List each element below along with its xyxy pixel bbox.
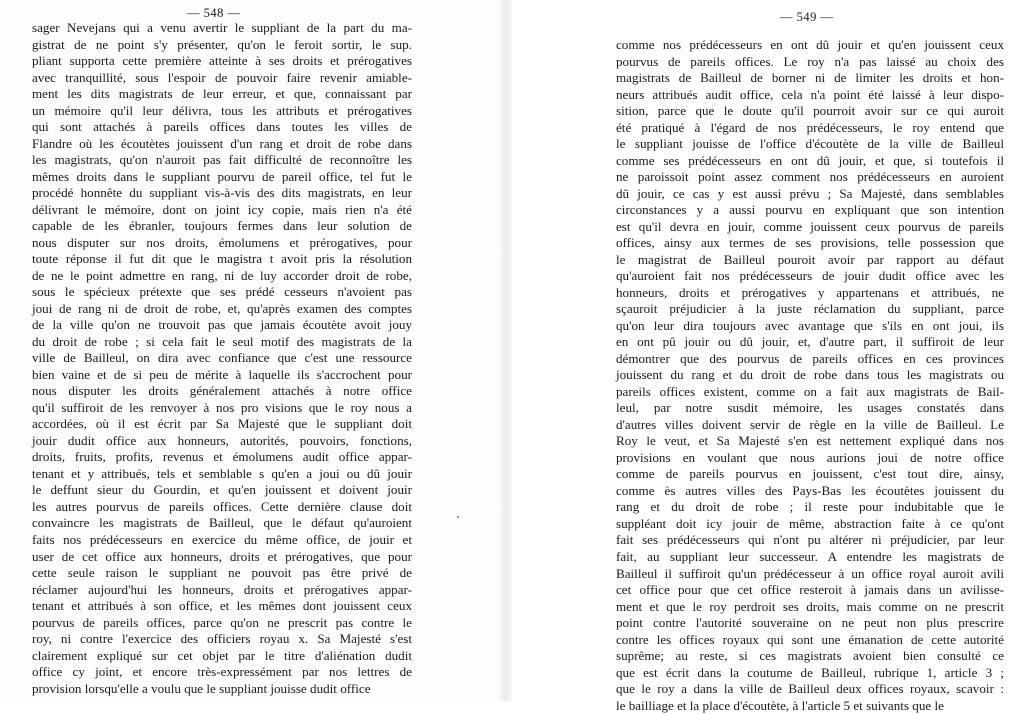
text-line: le bailliage et la place d'écoutète, à l'article 5 et suivants que le bbox=[616, 697, 944, 713]
text-line: suprême; au reste, si ces magistrats avoient bien consulté ce bbox=[616, 648, 1004, 664]
text-line: leul, par notre susdit mémoire, les usages constatés dans bbox=[616, 400, 1004, 416]
text-line: dû jouir, ce cas y est aussi prévu ; Sa Majesté, dans semblables bbox=[616, 185, 1004, 201]
text-line: ment les dits magistrats de leur erreur, et que, connaissant par bbox=[32, 86, 412, 102]
text-line: convaincre les magistrats de Bailleul, que le défaut qu'auroient bbox=[32, 515, 412, 531]
text-line: roy, ni contre l'exercice des officiers royau x. Sa Majesté s'est bbox=[32, 631, 412, 647]
text-line: qu'auroient fait nos prédécesseurs de jouir dudit office avec les bbox=[616, 268, 1004, 284]
text-line: d'autres villes doivent servir de règle en la ville de Bailleul. Le bbox=[616, 416, 1004, 432]
text-line: cette seule raison le suppliant ne pouvoit pas être privé de bbox=[32, 565, 412, 581]
text-line: honneurs, droits et prérogatives y appartenans et attribués, ne bbox=[616, 284, 1004, 300]
text-line: été pratiqué à l'égard de nos prédécesseurs, le roy entend que bbox=[616, 119, 1004, 135]
text-line: le suppliant jouisse de l'office d'écoutète de la ville de Bailleul bbox=[616, 136, 1004, 152]
text-line: de ne le point admettre en rang, ni de luy accorder droit de robe, bbox=[32, 267, 412, 283]
text-line: provisions en voulant que nous aurions joui de notre office bbox=[616, 449, 1004, 465]
text-line: point contre l'autorité souveraine on ne peut non plus prescrire bbox=[616, 615, 1004, 631]
text-line: comme ès autres villes des Pays-Bas les écoutètes jouissent du bbox=[616, 482, 1004, 498]
text-line: Bailleul il suffiroit qu'un prédécesseur à un office royal auroit avili bbox=[616, 565, 1004, 581]
text-line: délivrant le mémoire, dont on joint icy copie, mais rien n'a été bbox=[32, 201, 412, 217]
text-line: rang et du droit de robe ; il reste pour indubitable que le bbox=[616, 499, 1004, 515]
text-line: pareils offices existent, comme on a fait aux magistrats de Bail- bbox=[616, 383, 1004, 399]
text-line: qu'il suffiroit de les renvoyer à nos pro visions que le roy nous a bbox=[32, 399, 412, 415]
text-line: joui de rang ni de droit de robe, et, qu'après examen des comptes bbox=[32, 300, 412, 316]
text-line: magistrats de Bailleul de borner ni de limiter les droits et hon- bbox=[616, 70, 1004, 86]
text-line: ville de Bailleul, on dira avec confiance que c'est une ressource bbox=[32, 350, 412, 366]
text-line: clairement expliqué sur cet objet par le titre d'aliénation dudit bbox=[32, 647, 412, 663]
text-line: fait ses prédécesseurs qui n'ont pu altérer ni préjudicier, par leur bbox=[616, 532, 1004, 548]
text-line: les autres pourvus de pareils offices. Cette dernière clause doit bbox=[32, 498, 412, 514]
text-line: qu'on leur dira toujours avec avantage que s'ils en ont joui, ils bbox=[616, 317, 1004, 333]
text-line: un mémoire qu'il leur délivra, tous les attributs et prérogatives bbox=[32, 102, 412, 118]
text-line: accordées, où il est écrit par Sa Majesté que le suppliant doit bbox=[32, 416, 412, 432]
text-line: pourvus de pareils offices, parce qu'on ne prescrit pas contre le bbox=[32, 614, 412, 630]
text-line: neurs attribués audit office, cela n'a point été laissé à leur dispo- bbox=[616, 86, 1004, 102]
text-line: les magistrats, qu'on n'auroit pas fait difficulté de reconnoître les bbox=[32, 152, 412, 168]
text-line: démontrer que des pourvus de pareils offices en ces provinces bbox=[616, 350, 1004, 366]
text-line: user de cet office aux honneurs, droits et prérogatives, que pour bbox=[32, 548, 412, 564]
text-line: faits nos prédécesseurs en exercice du même office, de jouir et bbox=[32, 531, 412, 547]
text-line: Flandre où les écoutètes jouissent d'un rang et droit de robe dans bbox=[32, 135, 412, 151]
text-line: de la ville qu'on ne trouvoit pas que jamais écoutète avoit jouy bbox=[32, 317, 412, 333]
text-line: que le roy a dans la ville de Bailleul deux offices royaux, scavoir : bbox=[616, 681, 1004, 697]
text-line: ne paroissoit point assez comment nos prédécesseurs en auroient bbox=[616, 169, 1004, 185]
text-line: tenant et y attribués, tels et semblable s qu'en a joui ou dû jouir bbox=[32, 465, 412, 481]
text-line: nous disputer les droits généralement attachés à notre office bbox=[32, 383, 412, 399]
text-line: comme de pareils pourvus en jouissent, c'est tout dire, ainsy, bbox=[616, 466, 1004, 482]
text-line: le deffunt sieur du Gourdin, et qu'en jouissent et doivent jouir bbox=[32, 482, 412, 498]
book-gutter bbox=[500, 0, 512, 701]
text-line: sition, parce que le doute qu'il pourroit avoir sur ce qui auroit bbox=[616, 103, 1004, 119]
text-line: avec tranquillité, sous l'espoir de pouvoir faire revenir amiable- bbox=[32, 69, 412, 85]
left-page bbox=[0, 0, 500, 701]
left-page-number: — 548 — bbox=[187, 6, 241, 20]
text-line: que est écrit dans la coutume de Bailleul, rubrique 1, article 3 ; bbox=[616, 664, 1004, 680]
text-line: droits, fruits, profits, revenus et émolumens audit office appar- bbox=[32, 449, 412, 465]
text-line: jouir dudit office aux honneurs, autorités, pouvoirs, fonctions, bbox=[32, 432, 412, 448]
text-line: procédé honnête du suppliant vis-à-vis des dits magistrats, en leur bbox=[32, 185, 412, 201]
right-page-text bbox=[616, 37, 1004, 714]
text-line: sager Nevejans qui a venu avertir le suppliant de la part du ma- bbox=[32, 20, 412, 35]
text-line: offices, ainsy aux termes de ses provisions, telle possession que bbox=[616, 235, 1004, 251]
text-line: ment et que le roy perdroit ses droits, mais comme on ne prescrit bbox=[616, 598, 1004, 614]
right-page bbox=[512, 0, 1024, 713]
text-line: réclamer aujourd'hui les honneurs, droits et prérogatives appar- bbox=[32, 581, 412, 597]
text-line: suppléant doit icy jouir de même, abstraction faite à ce qu'ont bbox=[616, 515, 1004, 531]
text-line: qui sont attachés à pareils offices dans toutes les villes de bbox=[32, 119, 412, 135]
text-line: toute réponse il fut dit que le magistra t avoit pris la résolution bbox=[32, 251, 412, 267]
text-line: office cy joint, et encore très-expressément par nos lettres de bbox=[32, 664, 412, 680]
text-line: gistrat de ne point s'y présenter, qu'on le feroit sortir, le sup. bbox=[32, 36, 412, 52]
text-line: nous disputer sur nos droits, émolumens et prérogatives, pour bbox=[32, 234, 412, 250]
text-line: est qu'il devra en jouir, comme jouissent ceux pourvus de pareils bbox=[616, 218, 1004, 234]
scan-speck bbox=[457, 516, 459, 518]
text-line: comme ses prédécesseurs en ont dû jouir, et que, si toutefois il bbox=[616, 152, 1004, 168]
text-line: circonstances y a aussi pourvu en expliquant que son intention bbox=[616, 202, 1004, 218]
text-line: cet office pour que cet office resteroit à jamais dans un avilisse- bbox=[616, 582, 1004, 598]
text-line: pliant supporta cette première atteinte à ses droits et prérogatives bbox=[32, 53, 412, 69]
text-line: provision lorsqu'elle a voulu que le suppliant jouisse dudit office bbox=[32, 680, 371, 696]
text-line: Roy le veut, et Sa Majesté s'en est nettement expliqué dans nos bbox=[616, 433, 1004, 449]
text-line: tenant et attribués à son office, et les mêmes dont jouissent ceux bbox=[32, 598, 412, 614]
text-line: du droit de robe ; si cela fait le seul motif des magistrats de la bbox=[32, 333, 412, 349]
text-line: comme nos prédécesseurs en ont dû jouir et qu'en jouissent ceux bbox=[616, 37, 1004, 52]
text-line: sçauroit préjudicier à la juste réclamation du suppliant, parce bbox=[616, 301, 1004, 317]
text-line: en ont pû jouir ou dû jouir, et, d'autre part, il suffiroit de leur bbox=[616, 334, 1004, 350]
text-line: bien vaine et de si peu de mérite à laquelle ils s'accrochent pour bbox=[32, 366, 412, 382]
left-page-text bbox=[32, 20, 412, 697]
right-page-number: — 549 — bbox=[780, 10, 834, 24]
text-line: fait, au suppliant leur successeur. A entendre les magistrats de bbox=[616, 548, 1004, 564]
text-line: sous le spécieux prétexte que ses prédé cesseurs n'avoient pas bbox=[32, 284, 412, 300]
text-line: capable de les ébranler, toujours fermes dans leur solution de bbox=[32, 218, 412, 234]
text-line: le magistrat de Bailleul pouroit avoir par rapport au défaut bbox=[616, 251, 1004, 267]
text-line: jouissent du rang et du droit de robe dans tous les magistrats ou bbox=[616, 367, 1004, 383]
text-line: mêmes droits dans le suppliant pourvu de pareil office, tel fut le bbox=[32, 168, 412, 184]
text-line: pourvus de pareils offices. Le roy n'a pas laissé au choix des bbox=[616, 53, 1004, 69]
text-line: contre les offices royaux qui sont une émanation de cette autorité bbox=[616, 631, 1004, 647]
